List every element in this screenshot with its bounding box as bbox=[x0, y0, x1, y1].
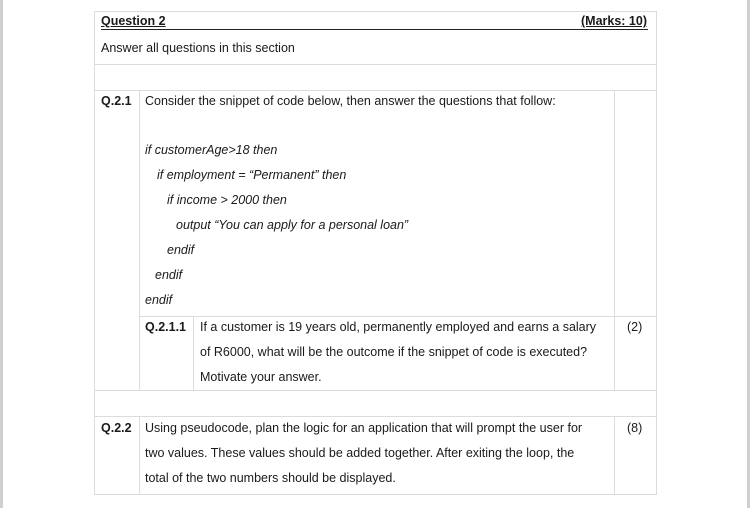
code-line: endif bbox=[167, 243, 195, 257]
q211-line: If a customer is 19 years old, permanently employed and earns a salary bbox=[200, 320, 597, 334]
q22-line: total of the two numbers should be displayed. bbox=[145, 471, 396, 485]
q211-line: of R6000, what will be the outcome if the snippet of code is executed? bbox=[200, 345, 588, 359]
q22-marks: (8) bbox=[627, 421, 643, 435]
q211-line: Motivate your answer. bbox=[200, 370, 322, 384]
q22-number: Q.2.2 bbox=[101, 421, 132, 435]
q21-number: Q.2.1 bbox=[101, 94, 132, 108]
code-line: output “You can apply for a personal loan” bbox=[176, 218, 409, 232]
q22-line: two values. These values should be added together. After exiting the loop, the bbox=[145, 446, 575, 460]
code-line: if income > 2000 then bbox=[167, 193, 287, 207]
code-line: endif bbox=[145, 293, 173, 307]
header-underline bbox=[101, 29, 648, 30]
code-line: if employment = “Permanent” then bbox=[157, 168, 347, 182]
code-line: endif bbox=[155, 268, 183, 282]
q21-prompt: Consider the snippet of code below, then answer the questions that follow: bbox=[145, 94, 556, 108]
q211-number: Q.2.1.1 bbox=[145, 320, 186, 334]
q22-line: Using pseudocode, plan the logic for an application that will prompt the user for bbox=[145, 421, 583, 435]
total-marks: (Marks: 10) bbox=[581, 14, 647, 28]
q211-marks: (2) bbox=[627, 320, 643, 334]
page-edge-left bbox=[0, 0, 3, 508]
section-instruction: Answer all questions in this section bbox=[101, 41, 295, 55]
code-line: if customerAge>18 then bbox=[145, 143, 278, 157]
question-title: Question 2 bbox=[101, 14, 166, 28]
